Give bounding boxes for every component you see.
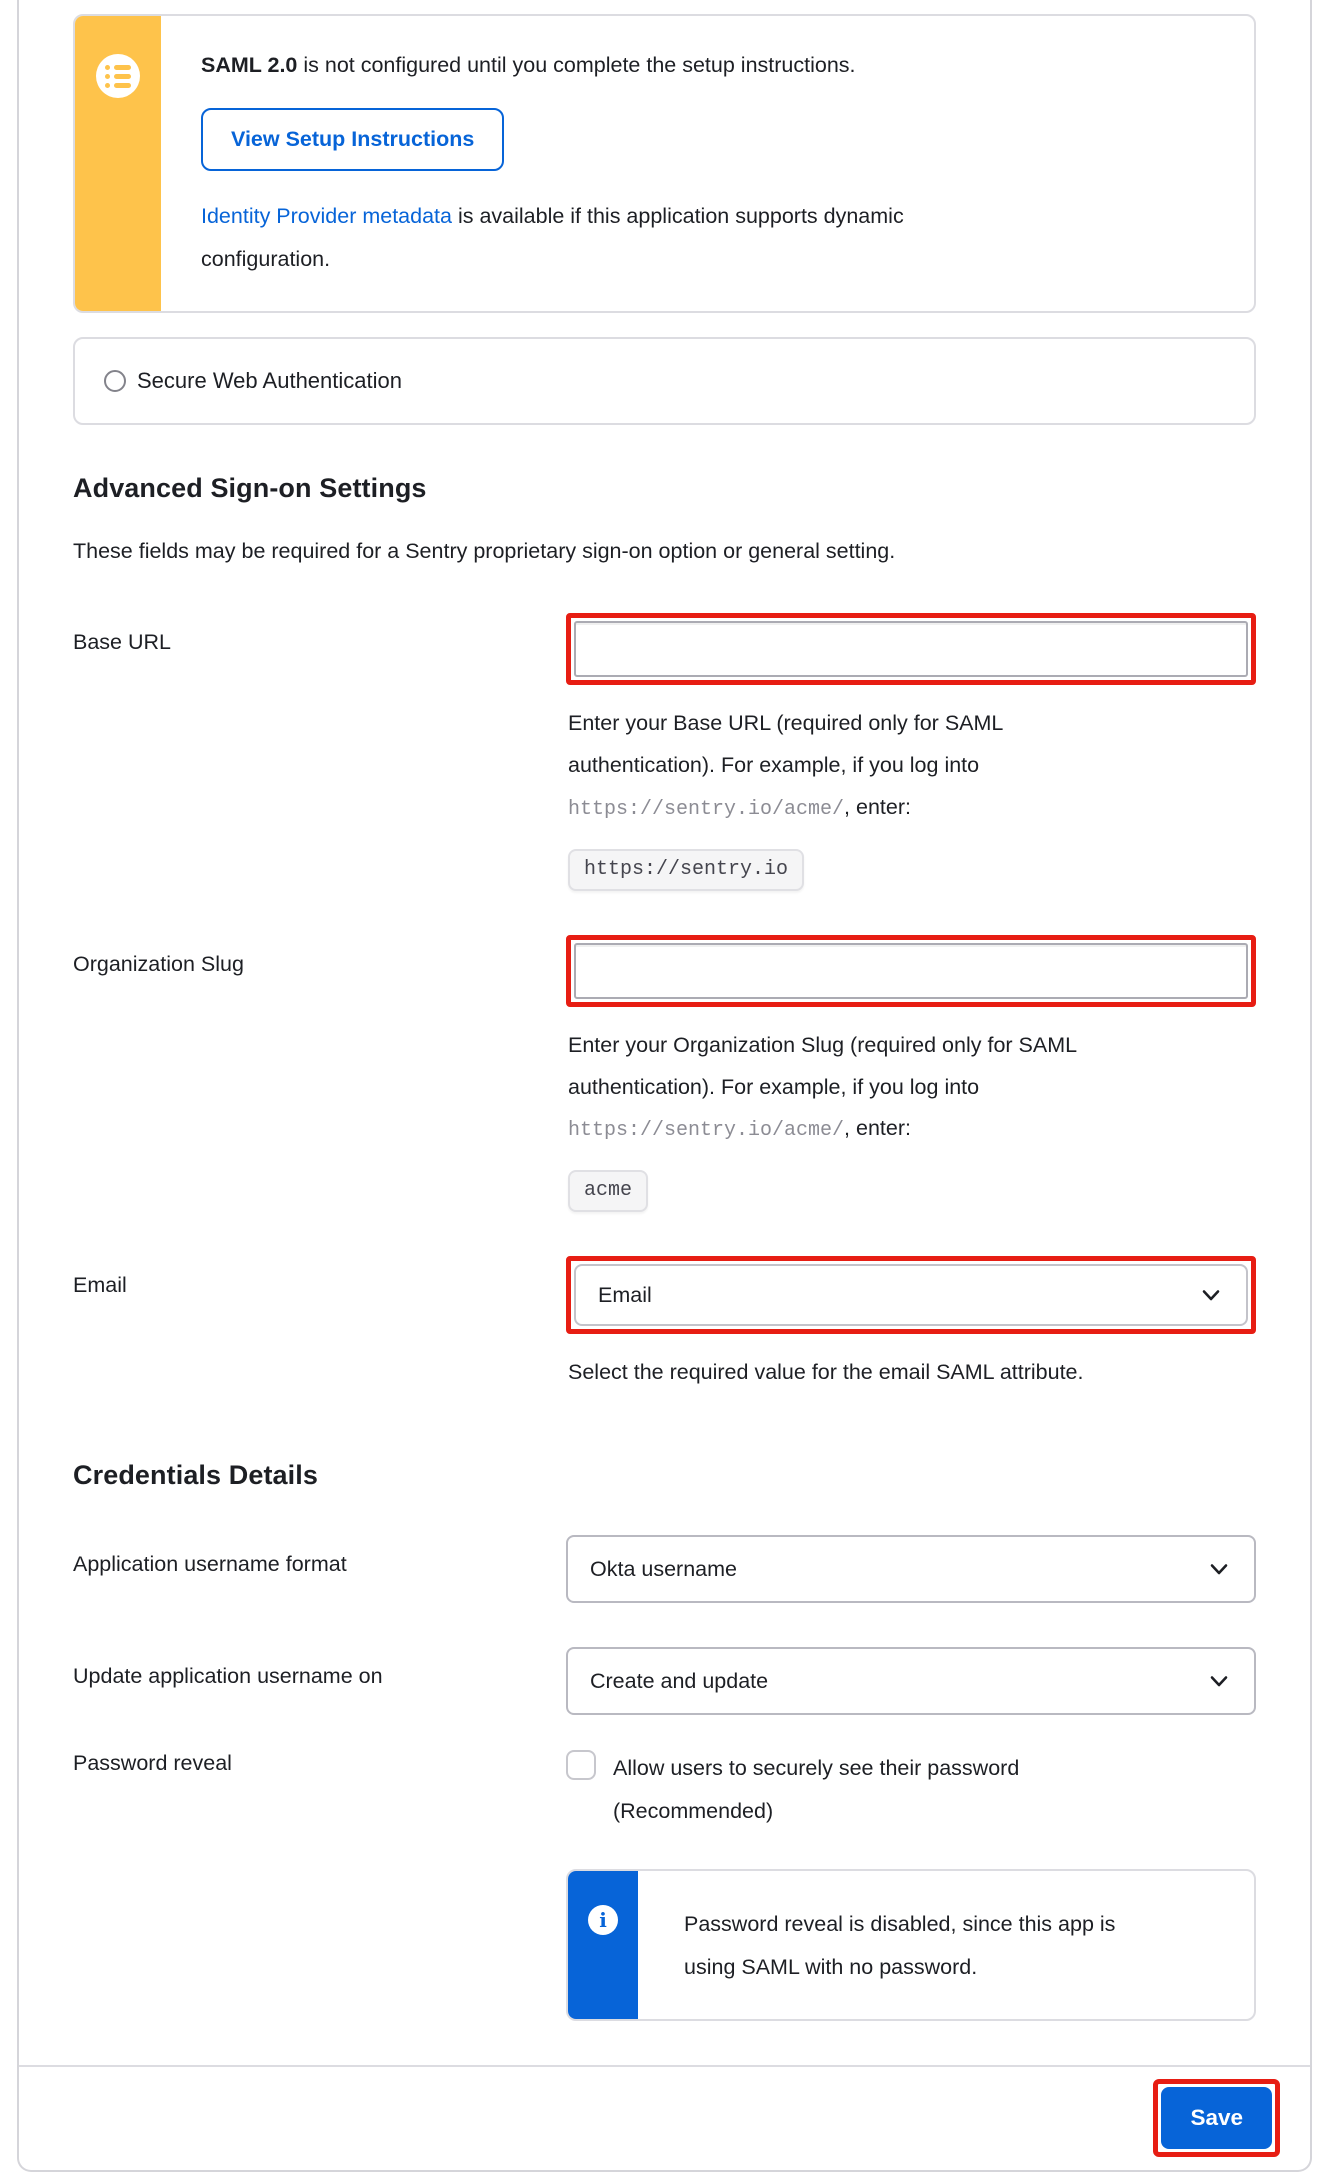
organization-slug-example-chip: acme bbox=[568, 1170, 648, 1212]
email-select-value: Email bbox=[598, 1282, 652, 1307]
info-banner-accent bbox=[568, 1871, 638, 2019]
update-application-username-value: Create and update bbox=[590, 1668, 769, 1693]
info-icon: i bbox=[588, 1905, 618, 1935]
password-reveal-checkbox[interactable] bbox=[566, 1750, 596, 1780]
saml-warning-banner bbox=[73, 14, 1256, 313]
application-username-format-row bbox=[73, 1535, 1256, 1603]
password-reveal-label: Password reveal bbox=[73, 1751, 232, 1776]
organization-slug-help: Enter your Organization Slug (required only for SAML authentication). For example, if you log into https://sentry.io/acme/, enter: bbox=[568, 1032, 1078, 1143]
chevron-down-icon bbox=[1198, 1282, 1224, 1308]
organization-slug-example-inline-code: https://sentry.io/acme/ bbox=[568, 1119, 845, 1143]
update-application-username-select[interactable] bbox=[566, 1647, 1256, 1715]
page-card bbox=[17, 0, 1312, 2172]
save-button[interactable]: Save bbox=[1161, 2087, 1272, 2149]
base-url-example-inline-code: https://sentry.io/acme/ bbox=[568, 797, 845, 821]
application-username-format-select[interactable] bbox=[566, 1535, 1256, 1603]
list-icon bbox=[96, 54, 140, 98]
base-url-row bbox=[73, 613, 1256, 891]
application-username-format-value: Okta username bbox=[590, 1556, 737, 1581]
base-url-input[interactable] bbox=[574, 621, 1248, 677]
swa-radio-button[interactable] bbox=[104, 370, 126, 392]
password-reveal-row bbox=[73, 1741, 1256, 2021]
organization-slug-input[interactable] bbox=[574, 943, 1248, 999]
saml-banner-accent bbox=[75, 16, 161, 311]
chevron-down-icon bbox=[1206, 1556, 1232, 1582]
base-url-label: Base URL bbox=[73, 629, 171, 654]
organization-slug-label: Organization Slug bbox=[73, 951, 244, 976]
red-highlight bbox=[566, 935, 1256, 1007]
base-url-help: Enter your Base URL (required only for SAML authentication). For example, if you log into https://sentry.io/acme/, enter: bbox=[568, 710, 1004, 821]
chevron-down-icon bbox=[1206, 1668, 1232, 1694]
info-banner-text: Password reveal is disabled, since this app is using SAML with no password. bbox=[684, 1912, 1116, 1980]
update-application-username-label: Update application username on bbox=[73, 1664, 383, 1689]
swa-option-row[interactable] bbox=[73, 337, 1256, 425]
red-highlight bbox=[566, 1256, 1256, 1334]
advanced-signon-heading: Advanced Sign-on Settings bbox=[73, 473, 427, 504]
swa-option-label: Secure Web Authentication bbox=[137, 368, 402, 394]
red-highlight bbox=[566, 613, 1256, 685]
credentials-details-heading: Credentials Details bbox=[73, 1460, 318, 1491]
update-application-username-row bbox=[73, 1647, 1256, 1715]
password-reveal-checkbox-label: Allow users to securely see their password (Recommended) bbox=[613, 1756, 1020, 1824]
email-label: Email bbox=[73, 1273, 127, 1298]
application-username-format-label: Application username format bbox=[73, 1552, 347, 1577]
red-highlight bbox=[1153, 2079, 1280, 2157]
saml-banner-message: SAML 2.0 is not configured until you complete the setup instructions. bbox=[201, 53, 856, 77]
identity-provider-metadata-link[interactable]: Identity Provider metadata bbox=[201, 204, 452, 229]
metadata-text: Identity Provider metadata is available if this application supports dynamic configuration. bbox=[201, 204, 904, 272]
base-url-example-chip: https://sentry.io bbox=[568, 849, 804, 891]
organization-slug-row bbox=[73, 935, 1256, 1213]
password-reveal-info-banner bbox=[566, 1869, 1256, 2021]
email-help: Select the required value for the email SAML attribute. bbox=[568, 1360, 1084, 1385]
email-row bbox=[73, 1256, 1256, 1394]
email-select[interactable] bbox=[574, 1264, 1248, 1326]
advanced-signon-description: These fields may be required for a Sentry proprietary sign-on option or general setting. bbox=[73, 539, 896, 564]
view-setup-instructions-button[interactable]: View Setup Instructions bbox=[201, 108, 504, 171]
card-footer bbox=[19, 2065, 1310, 2170]
